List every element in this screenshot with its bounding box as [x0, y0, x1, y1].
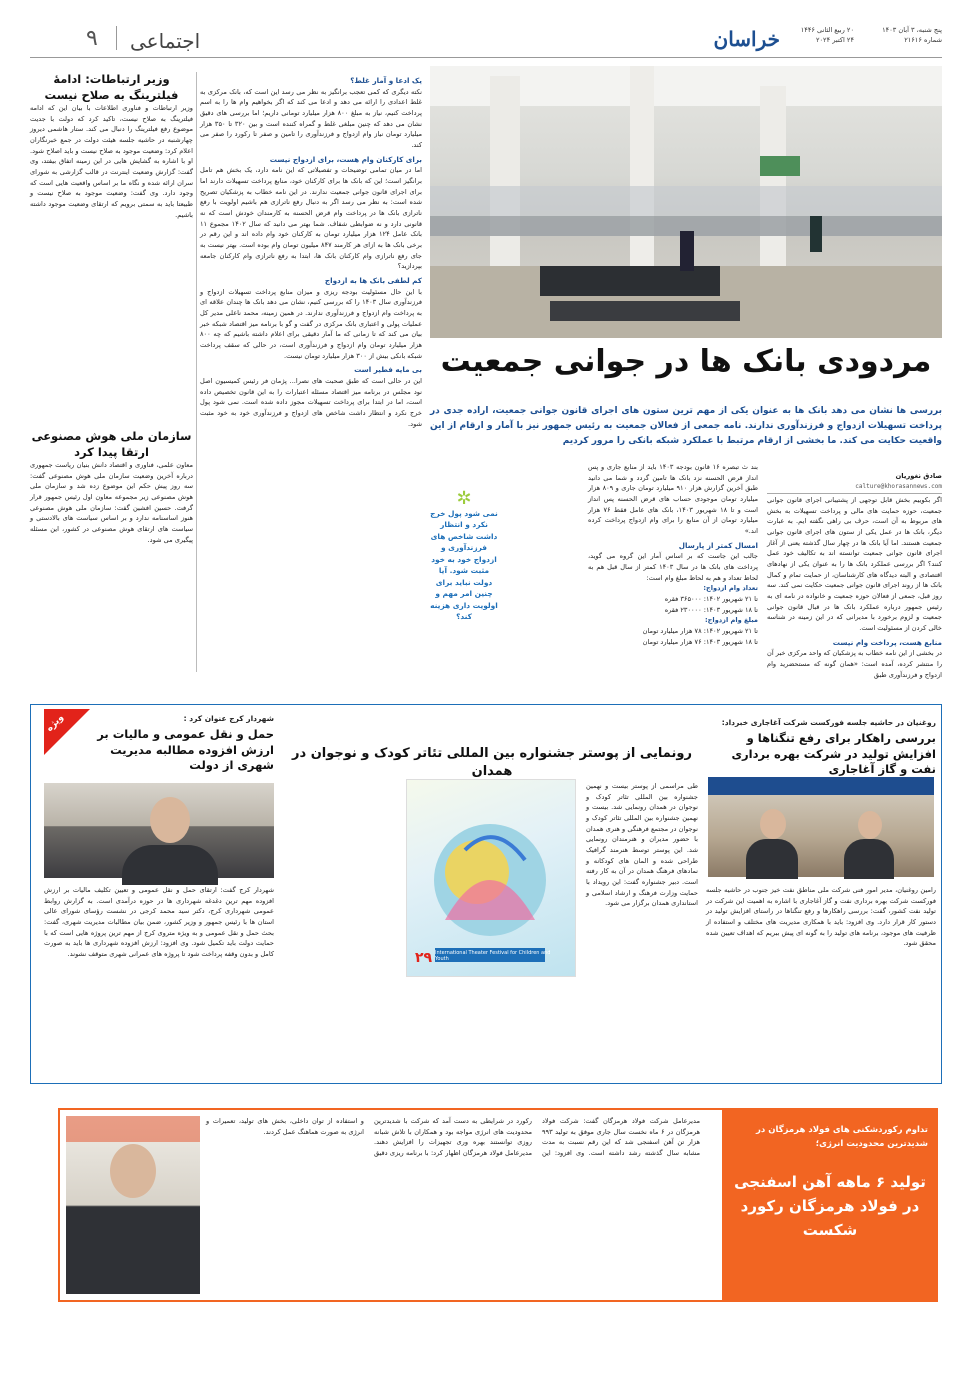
issue-number: شماره ۲۱۶۱۶ [904, 35, 942, 44]
pull-quote: نمی شود پول خرج نکرد و انتظار داشت شاخص های فرزندآوری و ازدواج خود به خود مثبت شود. آیا دولت نباید برای چنین امر مهم و اولویت داری هزینه کند؟ [430, 509, 498, 622]
col3-subhead4: بی مایه فطیر است [354, 365, 422, 375]
header-divider [116, 26, 117, 50]
col1-body2: در بخشی از این نامه خطاب به پزشکیان که واحد مرکزی خبر آن را منتشر کرده، آمده است: «همان گونه که مستحضرید وام ازدواج و فرزندآوری طبق [767, 649, 942, 679]
meeting-photo [708, 777, 934, 877]
col3-body4: این در حالی است که طبق صحبت های نصرا... پژمان فر رئیس کمیسیون اصل نود مجلس در برنامه میز اقتصاد مسئله اعتبارات را به این قانون تخصیص داده است، اما در ابتدا برای پرداخت تسهیلات مجوز داده شده است. نمی شود پول خرج نکرد و انتظار داشت شاخص های ازدواج و فرزندآوری خود به خود مثبت شود. [200, 377, 422, 428]
face-shape [858, 811, 882, 839]
col3-subhead2: برای کارکنان وام هست، برای ازدواج نیست [269, 154, 422, 164]
side-headline1: وزیر ارتباطات: ادامهٔ فیلترینگ به صلاح نیست [44, 72, 179, 102]
banner-shape [708, 777, 934, 795]
face-shape [150, 797, 190, 843]
hamedan-body2 [406, 985, 576, 1077]
main-lead: بررسی ها نشان می دهد بانک ها به عنوان یکی از مهم ترین ستون های اجرای قانون جوانی جمعیت، اراده جدی در پرداخت تسهیلات ازدواج و فرزندآوری ندارند. نامه جمعی از فعالان جمعیت به رئیس جمهور نیز با آمار و ارقام از این واقعیت حکایت می کند. ما بخشی از ارقام مرتبط با عملکرد شبکه بانکی را مرور کردیم [430, 406, 942, 446]
poster-title: International Theater Festival for Children and Youth [435, 950, 551, 962]
date-gregorian: ۲۴ اکتبر ۲۰۲۴ [815, 35, 854, 44]
main-col1 [767, 495, 942, 679]
poster-number: ۲۹ [415, 950, 433, 966]
stat-row: تا ۱۸ شهریور ۱۴۰۳: ۲۳۰۰۰۰ فقره [664, 605, 758, 614]
col3-body2: اما در میان تمامی توضیحات و تفصیلاتی که این نامه دارد، یک بخش هم تامل برانگیز است؛ این که بانک ها برای کارکنان خود، منابع پرداخت تسهیلات دارند اما برای اجرای قانون جوانی جمعیت ندارند. در این نامه خطاب به پزشکیان تصریح شده است: به نظر می رسد اگر به دنبال رفع ناترازی هم باشیم اولویت با رفع ناترازی بانک ها در پرداخت وام قرض الحسنه به کارمندان خودش است که نه قانونی دارد و نه ضوابطی شفاف. شما بهتر می دانید که سال ۱۴۰۲ مجموع ۱۱ بانک عامل ۱۲۴ هزار میلیارد تومان به کارکنان خود وام داده اند و این رقم در برخی بانک ها به ازای هر کارمند ۸۴۷ میلیون تومان وام بوده است. بهتر نیست به جای رفع ناترازی وام کارکنان بانک ها، ابتدا به رفع ناترازی وام کارکنان جامعه بپردازید؟ [200, 166, 422, 271]
aghajari-kicker: روغنیان در حاشیه جلسه فورکست شرکت آغاجاری خبرداد: [721, 718, 936, 727]
side-body1: وزیر ارتباطات و فناوری اطلاعات با بیان این که ادامه فیلترینگ به صلاح نیست، تاکید کرد که دولت با جدیت موضوع رفع فیلترینگ را دنبال می کند. ستار هاشمی دیروز چهارشنبه در حاشیه جلسه هیئت دولت در جمع خبرنگاران اعلام کرد: وضعیت موجود به صلاح نیست و باید اصلاح شود. او با اشاره به گشایش هایی در این زمینه اتفاق بیفتد، وی گفت: گزارش وضعیت اینترنت در قالب گزارشی به شورای سران ارائه شده و نگاه ما بر اساس واقعیت هایی است که وجود دارد. وی گفت: وضعیت موجود به صلاح نیست و طبیعتا باید به سمتی برویم که ارتقای وضعیت موجود داشته باشیم. [30, 104, 193, 219]
karaj-story [44, 709, 274, 1079]
main-headline: مردودی بانک ها در جوانی جمعیت [440, 344, 932, 379]
col3-subhead1: یک ادعا و آمار غلط؟ [350, 76, 422, 85]
author-name: صادق نغوریان [895, 472, 942, 480]
aghajari-headline: بررسی راهکار برای رفع تنگناها و افزایش تولید در شرکت بهره برداری نفت و گاز آغاجاری [731, 731, 936, 777]
col3-body3: با این حال مسئولیت بودجه ریزی و میزان منابع پرداخت تسهیلات ازدواج و فرزندآوری سال ۱۴۰۳ را که بررسی کنیم، نشان می دهد بانک ها چندان علاقه ای به پرداخت وام ازدواج و فرزندآوری ندارند. در همین زمینه، محمد ناعلی مدیر کل عملیات پولی و اعتباری بانک مرکزی در گفت و گو با برنامه میز اقتصاد شبکه خبر بیان می کند که تا زمانی که ما آمار دقیقی برای اعلام داشته باشیم که چه ۸۰۰ هزار میلیارد تومان وام ازدواج و فرزندآوری است، در حالی که سقف پرداخت شبکه بانکی بیش از ۳۰۰ هزار میلیارد تومان نیست. [200, 287, 422, 360]
karaj-body: شهردار کرج گفت: ارتقای حمل و نقل عمومی و تعیین تکلیف مالیات بر ارزش افزوده مهم ترین دغدغه شهرداری ها در حوزه درآمدی است. به گزارش روابط عمومی شهرداری کرج، دکتر سید محمد کرجی در نشست رؤسای شورای عالی استان ها با رئیس جمهور و وزیر کشور، ضمن بیان مطالبات مدیریت شهری، گفت: بحث حمل و نقل عمومی و به ویژه متروی کرج از مهم ترین پروژه هایی است که با حمایت دولت باید تکمیل شود. وی افزود: ارزش افزوده شهرداری ها باید به صورت کامل و بدون وقفه پرداخت شود تا پروژه های عمرانی شهری متوقف نشوند. [44, 886, 274, 959]
stat-row: تا ۲۱ شهریور ۱۴۰۲: ۳۶۵۰۰۰ فقره [664, 595, 758, 604]
side-body2: معاون علمی، فناوری و اقتصاد دانش بنیان ریاست جمهوری درباره آخرین وضعیت سازمان ملی هوش مصنوعی گفت: سه روز پیش حکم این موضوع زده شد و سازمان ملی هوش مصنوعی زیر مجموعه معاون اول رئیس جمهور قرار گرفت. حسین افشین گفت: سازمان ملی هوش مصنوعی هنوز اساسنامه ندارد و بر اساس سیاست های بالادستی و سیاست های ارتقای هوش مصنوعی در کشور، این مسئله پیگیری می شود. [30, 461, 193, 544]
stat-row: تا ۱۸ شهریور ۱۴۰۳: ۷۶ هزار میلیارد تومان [642, 637, 758, 646]
main-col2 [588, 462, 758, 674]
aghajari-body: رامین روغنیان، مدیر امور فنی شرکت ملی مناطق نفت خیز جنوب در حاشیه جلسه فورکست شرکت بهره برداری نفت و گاز آغاجاری با اشاره به اهمیت این شرکت در تولید نفت کشور، گفت: بررسی راهکارها و رفع تنگناها در راستای افزایش تولید در دستور کار قرار دارد. وی افزود: باید با همکاری مدیریت های مختلف و استفاده از ظرفیت های موجود، برنامه های تولید را به گونه ای پیش ببریم که اهداف تعیین شده محقق شود. [706, 886, 936, 948]
backdrop-shape [66, 1116, 200, 1142]
stat-row: تا ۲۱ شهریور ۱۴۰۲: ۷۸ هزار میلیارد تومان [642, 627, 758, 636]
hormozgan-ceo-photo [66, 1116, 200, 1294]
hamedan-body1: طی مراسمی از پوستر بیست و نهمین جشنواره بین المللی تئاتر کودک و نوجوان در همدان رونمایی شد. بیست و نهمین جشنواره بین المللی تئاتر کودک و نوجوان در مجتمع فرهنگی و هنری همدان با حضور مدیران و هنرمندان رونمایی شد. این پوستر توسط هنرمند گرافیک طراحی شده و المان های کودکانه و نمادهای فرهنگ همدان در آن به کار رفته است. دبیر جشنواره گفت: این رویداد با حمایت وزارت فرهنگ و ارشاد اسلامی و استانداری همدان برگزار می شود. [586, 782, 698, 908]
asterisk-icon: ✲ [456, 488, 472, 509]
suit-shape [746, 839, 798, 879]
suit-shape [122, 845, 218, 885]
col3-subhead3: کم لطفی بانک ها به ازدواج [324, 276, 422, 286]
stat-label-count: تعداد وام ازدواج: [703, 584, 758, 593]
special-badge: ویژه [44, 712, 66, 734]
col1-subhead: منابع هست، پرداخت وام نیست [832, 637, 942, 647]
author-byline [767, 471, 942, 494]
pull-quote-box [430, 490, 498, 660]
side-column [30, 72, 193, 677]
column-rule [196, 72, 197, 672]
karaj-headline: حمل و نقل عمومی و مالیات بر ارزش افزوده مطالبه مدیریت شهری از دولت [97, 727, 274, 773]
section-title: اجتماعی [130, 29, 201, 53]
dateline-block [860, 26, 942, 45]
author-email: calture@khorasannews.com [767, 482, 942, 494]
hamedan-headline: رونمایی از پوستر جشنواره بین المللی تئاتر کودک و نوجوان در همدان [292, 746, 692, 779]
main-col3 [200, 72, 422, 672]
karaj-kicker: شهردار کرج عنوان کرد : [183, 714, 274, 723]
page-number: ۹ [86, 26, 98, 51]
col1-body: اگر بکوییم بخش قابل توجهی از پشتیبانی اجرای قانون جوانی جمعیت، حوزه حمایت های مالی و پرداخت تسهیلات به بخش های مربوط به آن است، حرف بی راهی نگفته ایم. به عبارت دیگر، بانک ها در عمل یکی از ستون های اجرای قانون جوانی جمعیت هستند. اما آیا بانک ها در چهار سال گذشته یعنی از آغاز اجرای قانون جوانی جمعیت توانسته اند به تکالیف خود عمل کنند؟ اگر بررسی عملکرد بانک ها را به عنوان یکی از نهادهای اقتصادی و البته دیدگاه های کارشناسان، از حمایت تمام و کمال بانک ها از روند اجرای قانون جوانی جمعیت حکایت نمی کند. سه روز قبل، جمعی از فعالان حوزه جمعیت و خانواده در نامه ای به رئیس جمهور درباره عملکرد بانک ها در قبال قانون جوانی جمعیت و لزوم برخورد با مدیرانی که در این زمینه در شناسه خالی کردن از مسئولیت است. [767, 496, 942, 633]
col2-body2: جالب این جاست که بر اساس آمار این گروه می گوید، پرداخت های بانک ها در سال ۱۴۰۳ کمتر از سال قبل هم به لحاظ تعداد و هم به لحاظ مبلغ وام است: [588, 552, 758, 582]
masthead-logo: خراسان [713, 27, 780, 51]
col2-body: بند ث تبصره ۱۶ قانون بودجه ۱۴۰۳ باید از منابع جاری و پس انداز قرض الحسنه نزد بانک ها تامین گردد و شما می دانید طبق آخرین گزارش هزار ۹۱۰ میلیارد تومان جاری و ۸۰۹ هزار میلیارد تومان موجودی حساب های قرض الحسنه پس انداز است و تا ۱۸ شهریور ۱۴۰۳، بانک های عامل فقط ۷۶ هزار میلیارد تومان از آن منابع را برای وام ازدواج پرداخت کرده اند.» [588, 463, 758, 536]
face-shape [760, 809, 786, 839]
col3-body1: نکته دیگری که کمی تعجب برانگیز به نظر می رسد این است که، بانک مرکزی به غلط اعدادی را ارائه می دهد و ادعا می کند که اگر بخواهیم وام ها را به اسم پرداخت کنیم، نیاز به مبلغ ۸۰۰ هزار میلیارد تومانی داریم؛ اما بررسی های دقیق نشان می دهد که چنین مبلغی غلط و گمراه کننده است و بین ۳۲۰ تا ۳۵۰ هزار میلیارد تومان نیاز وام ازدواج و فرزندآوری را تامین و صفر تا رکورد را صفر می کند. [200, 87, 423, 150]
hormozgan-headline: تولید ۶ ماهه آهن اسفنجی در فولاد هرمزگان رکورد شکست [734, 1173, 926, 1239]
date-solar: پنج شنبه، ۳ آبان ۱۴۰۳ [882, 26, 942, 34]
bank-interior-illustration [430, 66, 942, 338]
side-headline2: سازمان ملی هوش مصنوعی ارتقا پیدا کرد [31, 429, 192, 459]
karaj-mayor-photo [44, 783, 274, 878]
dateline-block-2 [780, 26, 854, 45]
hamedan-story [286, 709, 698, 1079]
stat-label-amount: مبلغ وام ازدواج: [705, 616, 758, 625]
bank-hall-photo [430, 66, 942, 338]
aghajari-story [706, 709, 936, 1079]
face-shape [110, 1144, 156, 1198]
date-lunar: ۲۰ ربیع الثانی ۱۴۴۶ [800, 26, 854, 34]
suit-shape [844, 839, 894, 879]
hormozgan-title-panel [722, 1110, 938, 1300]
hormozgan-kicker: تداوم رکوردشکنی های فولاد هرمزگان در شدیدترین محدودیت انرژی؛ [756, 1125, 928, 1149]
hamedan-body3 [286, 781, 396, 1076]
festival-poster [406, 779, 576, 977]
page-header [30, 24, 942, 58]
hormozgan-body: مدیرعامل شرکت فولاد هرمزگان گفت: شرکت فولاد هرمزگان در ۶ ماه نخست سال جاری موفق به تولید ۹۹۳ هزار تن آهن اسفنجی شد که این رقم نسبت به مدت مشابه سال گذشته رشد داشته است. وی افزود: این رکورد در شرایطی به دست آمد که شرکت با شدیدترین محدودیت های انرژی مواجه بود و همکاران با تلاش شبانه روزی توانستند بهره وری تجهیزات را افزایش دهند. مدیرعامل فولاد هرمزگان اظهار کرد: با برنامه ریزی دقیق و استفاده از توان داخلی، بخش های تولید، تعمیرات و انرژی به صورت هماهنگ عمل کردند. [206, 1117, 700, 1158]
col2-subhead: امسال کمتر از پارسال [678, 540, 758, 550]
